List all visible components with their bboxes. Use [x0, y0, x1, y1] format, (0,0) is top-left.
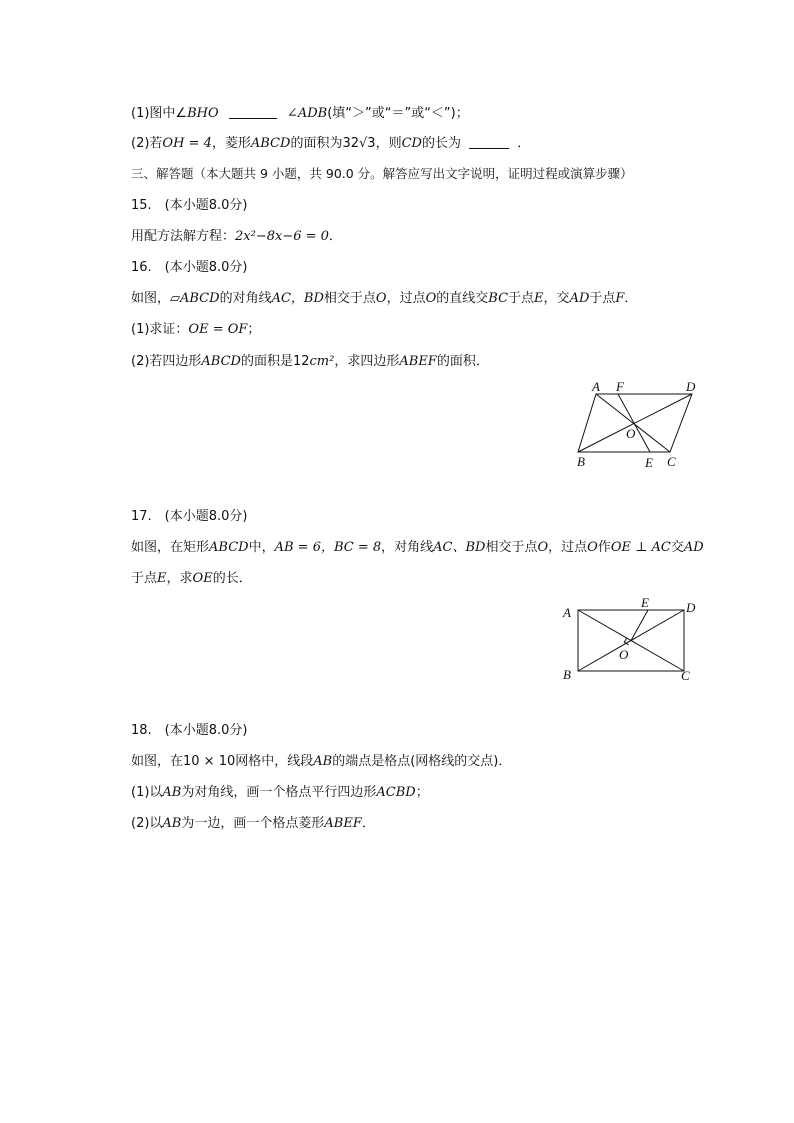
q16-l1-o: 于点: [589, 291, 616, 306]
q18-l1-a: 如图，在10 × 10网格中，线段: [131, 754, 314, 769]
q17-line2: [131, 570, 252, 588]
q16-label-d: D: [686, 379, 696, 394]
q17-l1-b: ABCD: [209, 540, 249, 555]
q17-label-c: C: [681, 668, 690, 683]
q15-header: 15. (本小题8.0分): [131, 198, 248, 213]
q16-l1-e: 相交于点: [323, 291, 376, 306]
q14-part2-text3: ，则: [375, 136, 402, 151]
q18-part2: [131, 815, 375, 833]
q16-p2-text: 的面积是12: [240, 354, 310, 369]
q16-l1-k: 于点: [508, 291, 535, 306]
q17-figure: [556, 590, 706, 690]
q14-shape: ABCD: [250, 136, 291, 151]
q17-label-d: D: [686, 600, 696, 615]
q17-rectangle-svg: [556, 590, 706, 690]
q17-l1-f: AC、BD: [433, 540, 486, 555]
q16-l1-f: O: [375, 291, 387, 306]
q18-l1-b: AB: [313, 754, 333, 769]
q18-line1: [131, 753, 511, 771]
q18-p1-prefix: (1)以: [131, 785, 163, 800]
q17-l1-d: AB = 6，BC = 8: [274, 540, 382, 555]
q16-p2-end: 的面积．: [436, 354, 489, 369]
section-heading: 三、解答题（本大题共 9 小题，共 90.0 分。解答应写出文字说明，证明过程或演算步骤）: [131, 166, 633, 181]
q16-l1-a: 如图，▱: [131, 291, 180, 306]
q17-l2-b: E: [157, 571, 167, 586]
q16-l1-q: ．: [624, 291, 638, 306]
q17-label-a: A: [563, 605, 571, 620]
q14-angle2: ∠ADB: [286, 106, 328, 121]
q14-part1-blank[interactable]: [229, 104, 277, 119]
q16-p2-unit: cm²: [309, 354, 335, 369]
q17-line1: [131, 539, 704, 557]
q14-part1-prefix: (1)图中∠: [131, 106, 188, 121]
q18-p2-mid: 为一边，画一个格点菱形: [181, 816, 325, 831]
q17-l1-h: O: [537, 540, 549, 555]
q14-part2-end: ．: [517, 136, 531, 151]
q16-l1-h: O: [425, 291, 437, 306]
q16-p2-shape2: ABEF: [399, 354, 437, 369]
q16-diagonal-bd: [578, 394, 692, 452]
q17-l1-g: 相交于点: [485, 540, 538, 555]
q18-p1-shape: ACBD: [376, 785, 416, 800]
q16-label-c: C: [667, 454, 676, 469]
q18-l1-c: 的端点是格点(网格线的交点)．: [332, 754, 512, 769]
q17-l1-a: 如图，在矩形: [131, 540, 210, 555]
q14-part2-mid: ，菱形: [211, 136, 251, 151]
q16-l1-n: AD: [569, 291, 590, 306]
q16-line1: [131, 290, 637, 308]
q16-p2-prefix: (2)若四边形: [131, 354, 202, 369]
q16-header: 16. (本小题8.0分): [131, 260, 248, 275]
q16-parallelogram-svg: [560, 372, 710, 472]
q15-equation: 2x²−8x−6 = 0: [235, 229, 329, 244]
q16-l1-l: E: [534, 291, 544, 306]
q18-p2-prefix: (2)以: [131, 816, 163, 831]
q14-part1-suffix: (填“＞”或“＝”或“＜”)；: [327, 106, 469, 121]
q16-l1-p: F: [615, 291, 625, 306]
q16-label-o: O: [626, 426, 636, 441]
q16-l1-c: 的对角线: [219, 291, 272, 306]
q17-l1-l: OE ⊥ AC: [610, 540, 671, 555]
q16-l1-g: ，过点: [386, 291, 426, 306]
q17-header: 17. (本小题8.0分): [131, 509, 248, 524]
q16-p2-text2: ，求四边形: [334, 354, 400, 369]
q18-p2-shape: ABEF: [324, 816, 362, 831]
q18-p1-end: ；: [415, 785, 429, 800]
q15-text: 用配方法解方程：: [131, 229, 236, 244]
q17-l1-e: ，对角线: [381, 540, 434, 555]
q16-figure: [560, 372, 710, 472]
q17-l2-d: OE: [192, 571, 213, 586]
q16-l1-i: 的直线交: [436, 291, 489, 306]
q14-part2-text4: 的长为: [421, 136, 461, 151]
q16-label-a: A: [592, 379, 600, 394]
q17-label-e: E: [641, 595, 649, 610]
q15-end: ．: [328, 229, 342, 244]
q18-p2-end: ．: [361, 816, 375, 831]
q17-label-b: B: [563, 667, 571, 682]
q16-label-b: B: [577, 454, 585, 469]
q16-part1: [131, 321, 260, 339]
q17-l1-k: 作: [597, 540, 611, 555]
q17-l1-c: 中，: [248, 540, 275, 555]
q14-seg: CD: [401, 136, 422, 151]
q14-cond: OH = 4: [162, 136, 212, 151]
q17-l1-j: O: [587, 540, 598, 555]
q15-body: [131, 228, 342, 246]
q16-l1-m: ，交: [543, 291, 570, 306]
q18-p1-mid: 为对角线，画一个格点平行四边形: [181, 785, 377, 800]
q17-l2-c: ，求: [166, 571, 193, 586]
q17-l1-m: 交: [670, 540, 684, 555]
q18-p2-seg: AB: [162, 816, 182, 831]
q14-part2-prefix: (2)若: [131, 136, 163, 151]
q16-part2: [131, 353, 489, 371]
q16-line-ef: [618, 394, 650, 452]
q16-l1-b: ABCD: [180, 291, 220, 306]
q16-p1-end: ；: [247, 322, 261, 337]
q16-diagonal-ac: [596, 394, 670, 452]
q16-l1-d: AC，BD: [271, 291, 324, 306]
q17-l2-a: 于点: [131, 571, 158, 586]
q14-part2: [131, 134, 530, 153]
q17-l2-e: 的长．: [212, 571, 252, 586]
q14-area: 32√3: [342, 136, 376, 151]
q16-p1-eq: OE = OF: [188, 322, 248, 337]
q16-l1-j: BC: [488, 291, 509, 306]
q14-angle1: BHO: [187, 106, 219, 121]
q17-l1-n: AD: [683, 540, 704, 555]
q18-header: 18. (本小题8.0分): [131, 723, 248, 738]
q18-p1-seg: AB: [162, 785, 182, 800]
q14-part2-blank[interactable]: [469, 134, 509, 149]
q16-label-e: E: [645, 455, 653, 470]
q17-l1-i: ，过点: [548, 540, 588, 555]
q17-label-o: O: [619, 647, 629, 662]
q16-p2-shape: ABCD: [201, 354, 241, 369]
q18-part1: [131, 784, 429, 802]
q14-part1: [131, 104, 469, 123]
q16-label-f: F: [616, 379, 624, 394]
q16-p1-prefix: (1)求证：: [131, 322, 189, 337]
q14-part2-text2: 的面积为: [290, 136, 343, 151]
